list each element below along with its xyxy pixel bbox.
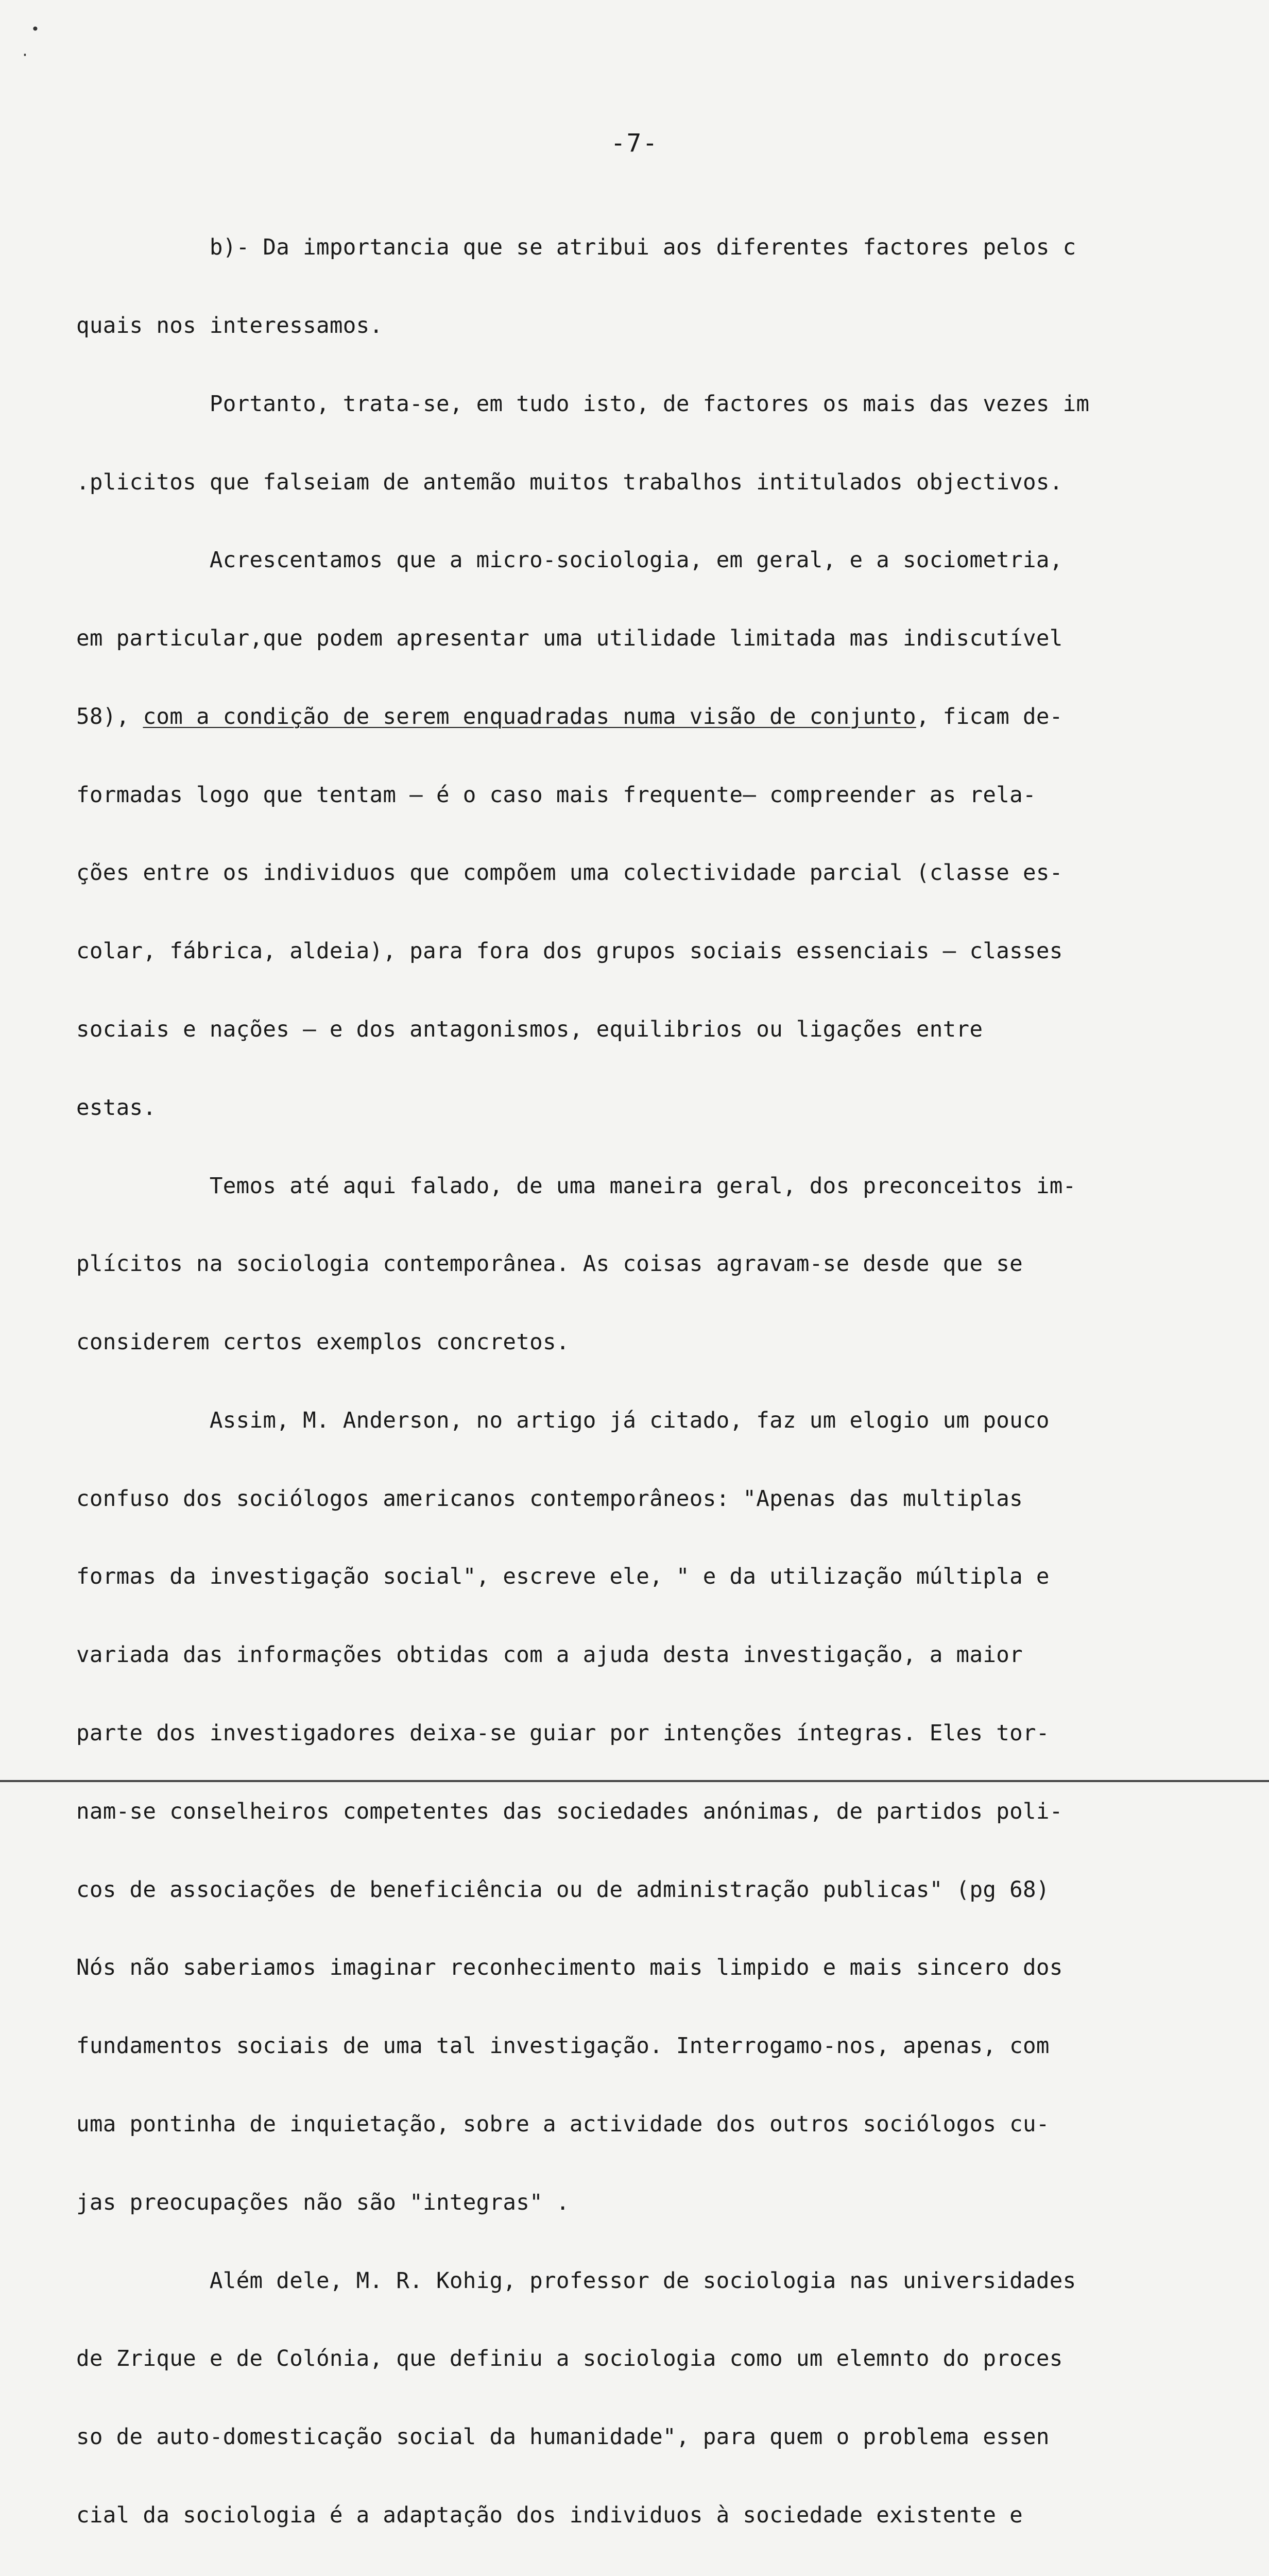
underlined-phrase: com a condição de serem enquadradas numa visão de conjunto (143, 704, 916, 730)
margin-speck: · (21, 46, 29, 63)
text-line: plícitos na sociologia contemporânea. As coisas agravam-se desde que se (76, 1251, 1023, 1277)
text-line: quais nos interessamos. (76, 313, 383, 338)
margin-speck: • (31, 21, 40, 38)
text-line: uma pontinha de inquietação, sobre a actividade dos outros sociólogos cu- (76, 2111, 1050, 2137)
page-number: -7- (610, 129, 659, 158)
text-line: jas preocupações não são "integras" . (76, 2190, 570, 2215)
text-line: Nós não saberiamos imaginar reconhecimento mais limpido e mais sincero dos (76, 1955, 1063, 1981)
text-line: estas. (76, 1095, 157, 1121)
text-line: so de auto-domesticação social da humanidade", para quem o problema essen (76, 2425, 1050, 2450)
text-line-with-underline (76, 704, 1230, 731)
text-line: parte dos investigadores deixa-se guiar por intenções íntegras. Eles tor- (76, 1721, 1050, 1747)
text-line: Assim, M. Anderson, no artigo já citado, faz um elogio um pouco (76, 1408, 1050, 1433)
text-line: em particular,que podem apresentar uma utilidade limitada mas indiscutível (76, 626, 1063, 652)
text-line: nam-se conselheiros competentes das sociedades anónimas, de partidos poli- (76, 1799, 1063, 1824)
text-line: formadas logo que tentam — é o caso mais frequente— compreender as rela- (76, 782, 1036, 808)
text-line: considerem certos exemplos concretos. (76, 1330, 570, 1355)
text-line: formas da investigação social", escreve ele, " e da utilização múltipla e (76, 1564, 1050, 1590)
line-suffix: , ficam de- (916, 704, 1063, 730)
text-line: fundamentos sociais de uma tal investigação. Interrogamo-nos, apenas, com (76, 2033, 1050, 2059)
document-body (76, 183, 1230, 2576)
text-line: Acrescentamos que a micro-sociologia, em geral, e a sociometria, (76, 548, 1063, 573)
text-line: Temos até aqui falado, de uma maneira geral, dos preconceitos im- (76, 1173, 1076, 1199)
text-line: cial da sociologia é a adaptação dos individuos à sociedade existente e (76, 2502, 1023, 2528)
line-prefix: 58), (76, 704, 143, 730)
text-line: sociais e nações — e dos antagonismos, equilibrios ou ligações entre (76, 1017, 983, 1042)
text-line: cos de associações de beneficiência ou de administração publicas" (pg 68) (76, 1877, 1050, 1903)
text-line: Além dele, M. R. Kohig, professor de sociologia nas universidades (76, 2268, 1076, 2294)
text-line: ções entre os individuos que compõem uma colectividade parcial (classe es- (76, 860, 1063, 886)
page-bottom-edge (0, 1780, 1269, 1782)
text-line: variada das informações obtidas com a ajuda desta investigação, a maior (76, 1642, 1023, 1668)
text-line: Portanto, trata-se, em tudo isto, de factores os mais das vezes im (76, 391, 1090, 417)
text-line: b)- Da importancia que se atribui aos diferentes factores pelos c (76, 235, 1076, 261)
text-line: de Zrique e de Colónia, que definiu a sociologia como um elemnto do proces (76, 2346, 1063, 2372)
text-line: confuso dos sociólogos americanos contemporâneos: "Apenas das multiplas (76, 1486, 1023, 1512)
text-line: .plicitos que falseiam de antemão muitos trabalhos intitulados objectivos. (76, 469, 1063, 495)
text-line: colar, fábrica, aldeia), para fora dos grupos sociais essenciais — classes (76, 939, 1063, 964)
